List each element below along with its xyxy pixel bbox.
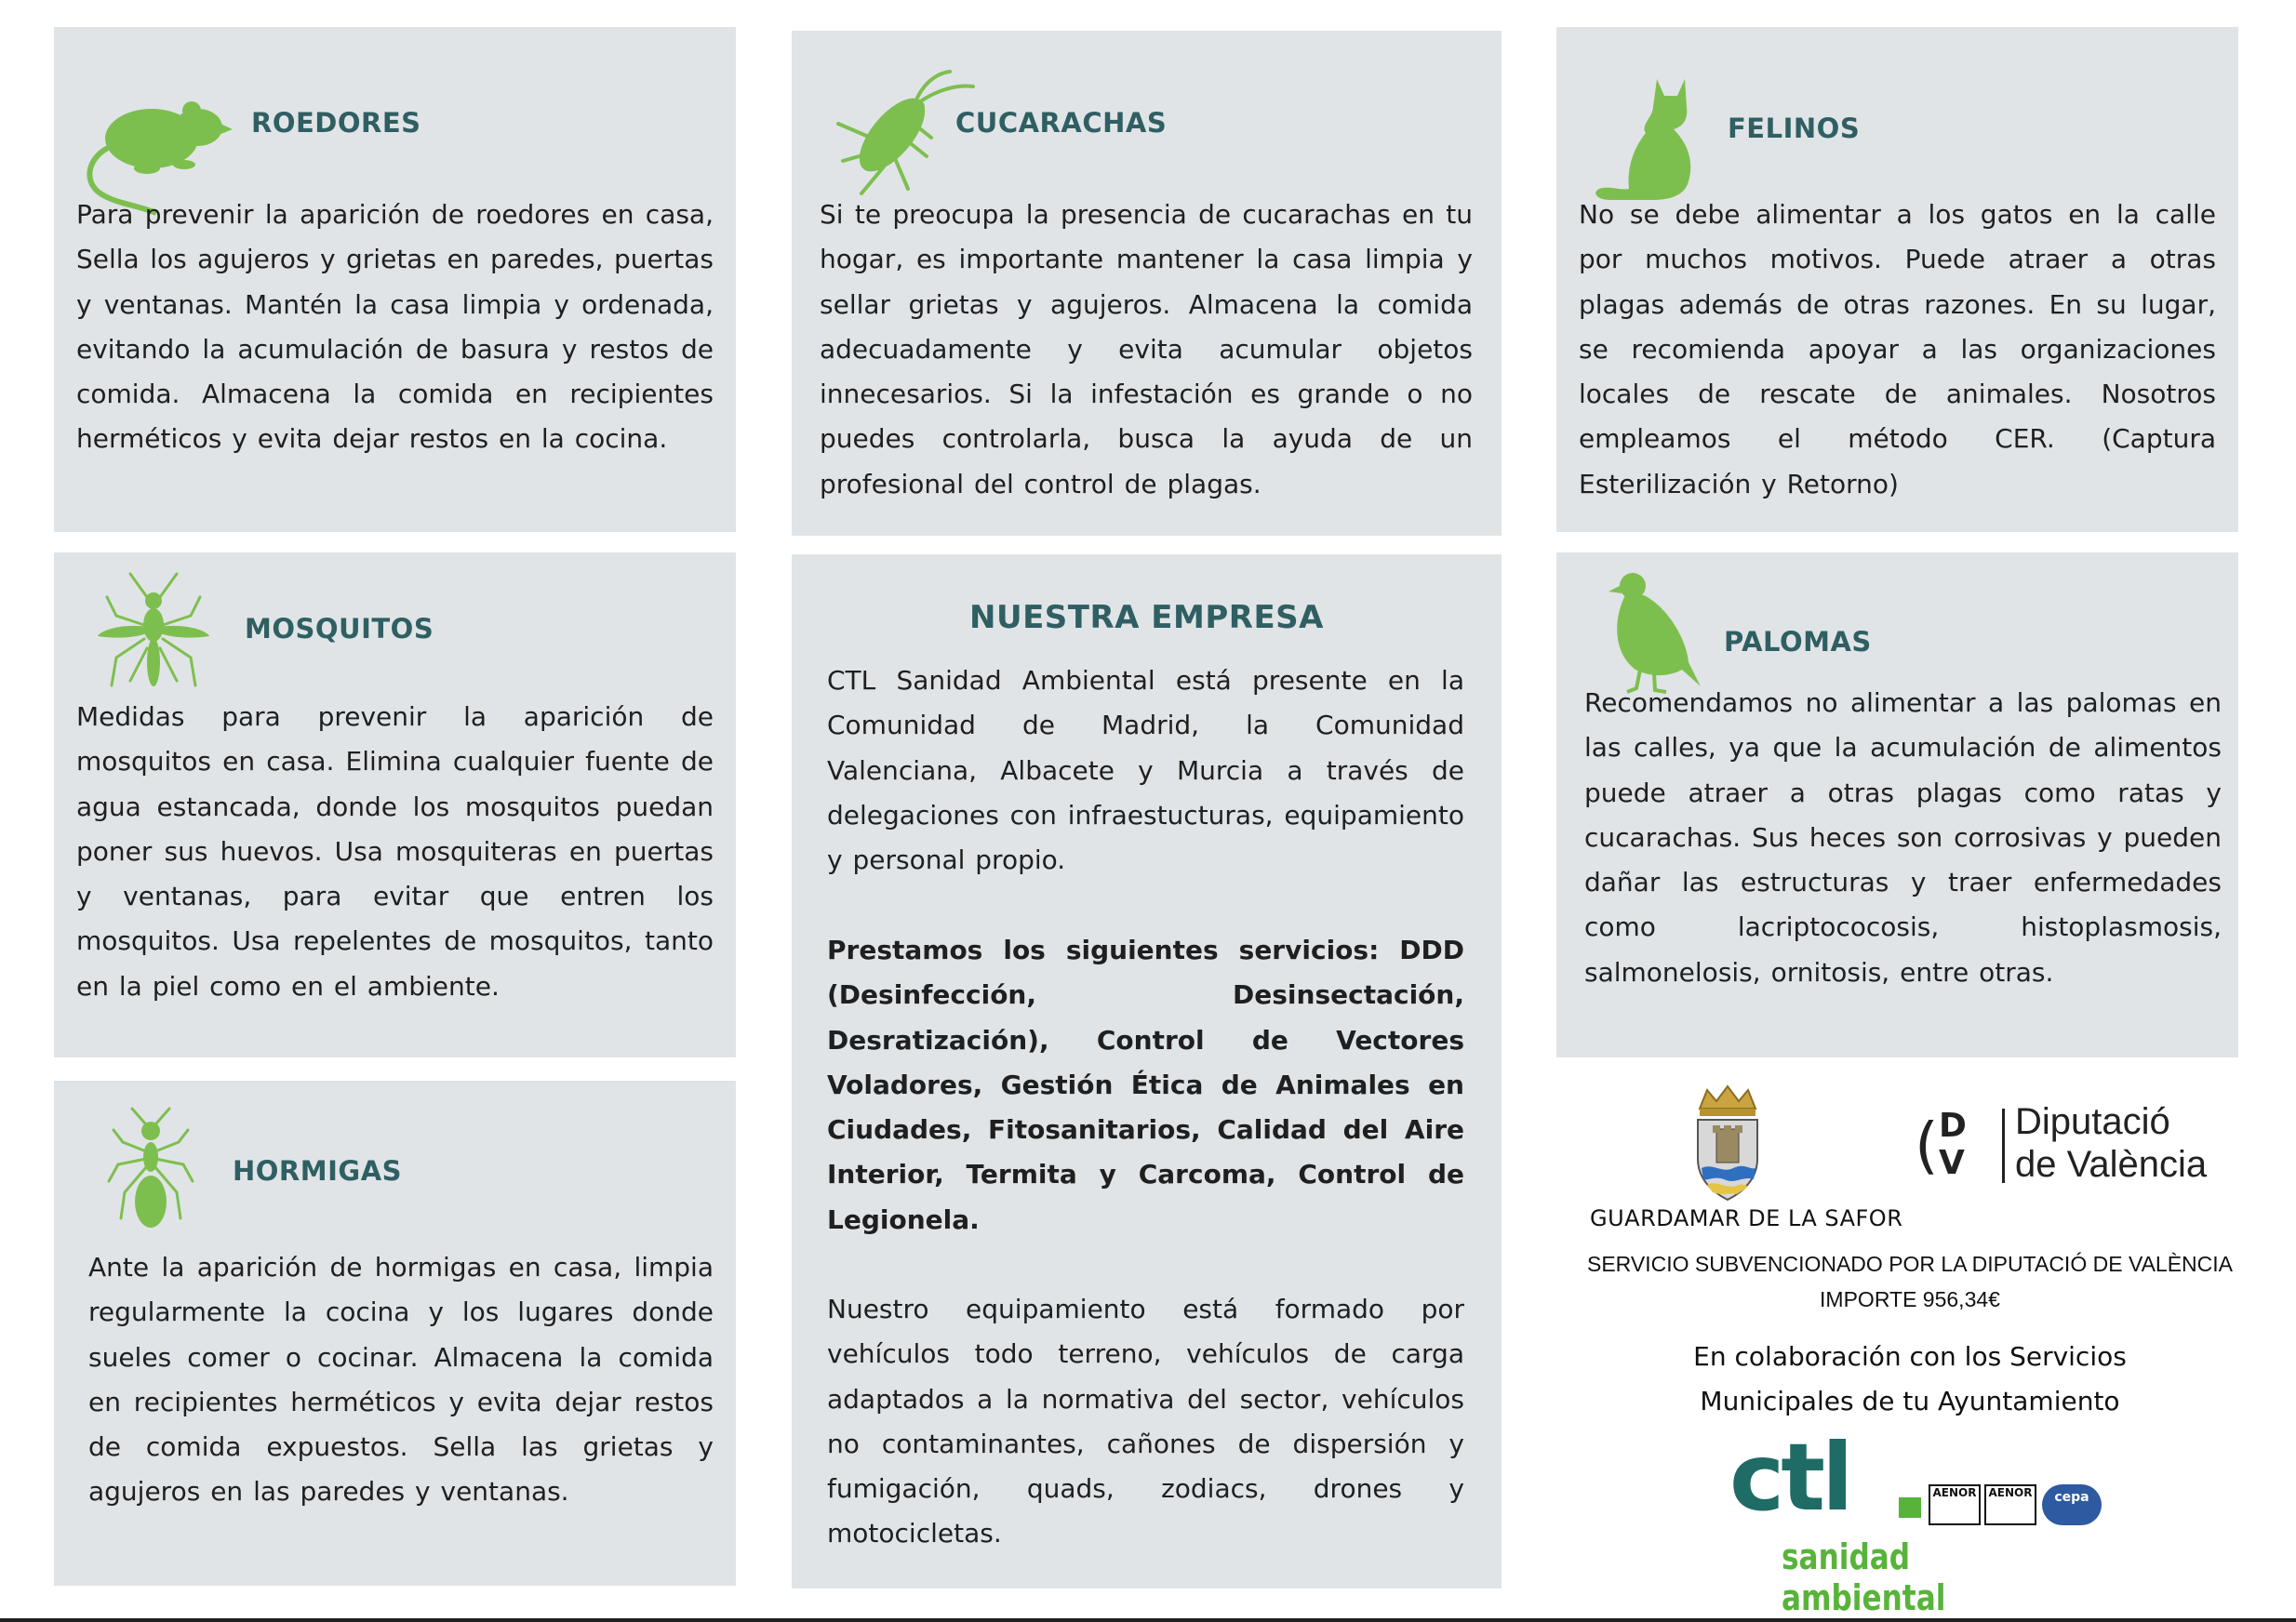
cepa-badge: cepa: [2042, 1484, 2102, 1525]
mosquito-icon: [93, 569, 214, 690]
mosquitos-title: MOSQUITOS: [245, 613, 434, 645]
diputacio-monogram: ( D V: [1915, 1107, 1967, 1182]
ant-icon: [104, 1107, 197, 1237]
empresa-paragraph-1: CTL Sanidad Ambiental está presente en la Comunidad de Madrid, la Comunidad Valenciana, Albacete y Murcia a través de delegaciones con infraestucturas, equipamiento y personal propio.: [827, 665, 1464, 876]
felinos-text: No se debe alimentar a los gatos en la calle por muchos motivos. Puede atraer a otras plagas además de otras razones. En su lugar, se recomienda apoyar a las organizaciones locales de rescate de animales. Nosotros empleamos el método CER. (Captura Esterilización y Retorno): [1579, 199, 2216, 499]
coat-of-arms-icon: [1690, 1083, 1765, 1202]
card-roedores: [54, 27, 736, 532]
empresa-paragraph-3: Nuestro equipamiento está formado por vehículos todo terreno, vehículos de carga adaptados a la normativa del sector, vehículos no contaminantes, cañones de dispersión y fumigación, quads, zodiacs, drones y motocicletas.: [827, 1294, 1464, 1549]
diputacio-line-2: de València: [2015, 1144, 2208, 1185]
roedores-text: Para prevenir la aparición de roedores en casa, Sella los agujeros y grietas en paredes, puertas y ventanas. Mantén la casa limpia y ordenada, evitando la acumulación de basura y restos de comida. Almacena la comida en recipientes herméticos y evita dejar restos en la cocina.: [76, 199, 714, 455]
bottom-border: [0, 1618, 2296, 1622]
collab-line-1: En colaboración con los Servicios: [1693, 1341, 2127, 1372]
card-mosquitos: [54, 552, 736, 1057]
palomas-title: PALOMAS: [1724, 626, 1872, 658]
diputacio-logo: [1915, 1099, 2231, 1192]
card-hormigas: [54, 1081, 736, 1586]
aenor-badge-2: AENOR: [1984, 1484, 2036, 1525]
palomas-text: Recomendamos no alimentar a las palomas en las calles, ya que la acumulación de alimentos puede atraer a otras plagas como ratas y cucarachas. Sus heces son corrosivas y pueden dañar las estructuras y traer enfermedades como lacriptococosis, histoplasmosis, salmonelosis, ornitosis, entre otras.: [1584, 687, 2222, 988]
collab-line-2: Municipales de tu Ayuntamiento: [1700, 1386, 2120, 1416]
logos-area: [1556, 1070, 2263, 1618]
empresa-paragraph-2: Prestamos los siguientes servicios: DDD (Desinfección, Desinsectación, Desratización), Control de Vectores Voladores, Gestión Ética de Animales en Ciudades, Fitosanitarios, Calidad del Aire Interior, Termita y Carcoma, Control de Legionela.: [827, 935, 1464, 1235]
ctl-logo-main: ctl: [1729, 1423, 1850, 1532]
diputacio-line-1: Diputació: [2015, 1101, 2170, 1142]
mosquitos-text: Medidas para prevenir la aparición de mosquitos en casa. Elimina cualquier fuente de agua estancada, donde los mosquitos puedan poner sus huevos. Usa mosquiteras en puertas y ventanas, para evitar que entren los mosquitos. Usa repelentes de mosquitos, tanto en la piel como en el ambiente.: [76, 701, 714, 1002]
felinos-title: FELINOS: [1728, 113, 1861, 144]
card-nuestra-empresa: [792, 554, 1502, 1589]
subsidy-line-2: IMPORTE 956,34€: [1820, 1287, 2000, 1311]
subsidy-line-1: SERVICIO SUBVENCIONADO POR LA DIPUTACIÓ DE VALÈNCIA: [1587, 1252, 2233, 1276]
town-name: GUARDAMAR DE LA SAFOR: [1590, 1205, 1903, 1231]
cat-icon: [1592, 70, 1703, 209]
ctl-logo-sub: sanidad ambiental: [1782, 1536, 1946, 1618]
hormigas-text: Ante la aparición de hormigas en casa, limpia regularmente la cocina y los lugares donde sueles comer o cocinar. Almacena la comida en recipientes herméticos y evita dejar restos de comida expuestos. Sella las grietas y agujeros en las paredes y ventanas.: [88, 1252, 714, 1508]
card-palomas: [1556, 552, 2238, 1057]
aenor-badge-1: AENOR: [1929, 1484, 1981, 1525]
cockroach-icon: [820, 68, 978, 207]
ctl-logo: [1729, 1423, 2120, 1618]
cucarachas-text: Si te preocupa la presencia de cucarachas en tu hogar, es importante mantener la casa limpia y sellar grietas y agujeros. Almacena la comida adecuadamente y evita acumular objetos innecesarios. Si la infestación es grande o no puedes controlarla, busca la ayuda de un profesional del control de plagas.: [820, 199, 1473, 499]
roedores-title: ROEDORES: [251, 107, 421, 139]
empresa-title: NUESTRA EMPRESA: [969, 599, 1324, 636]
card-felinos: [1556, 27, 2238, 532]
hormigas-title: HORMIGAS: [233, 1155, 403, 1187]
cucarachas-title: CUCARACHAS: [955, 107, 1168, 139]
cert-badges: [1929, 1484, 2115, 1525]
card-cucarachas: [792, 31, 1502, 536]
pigeon-icon: [1603, 565, 1705, 696]
